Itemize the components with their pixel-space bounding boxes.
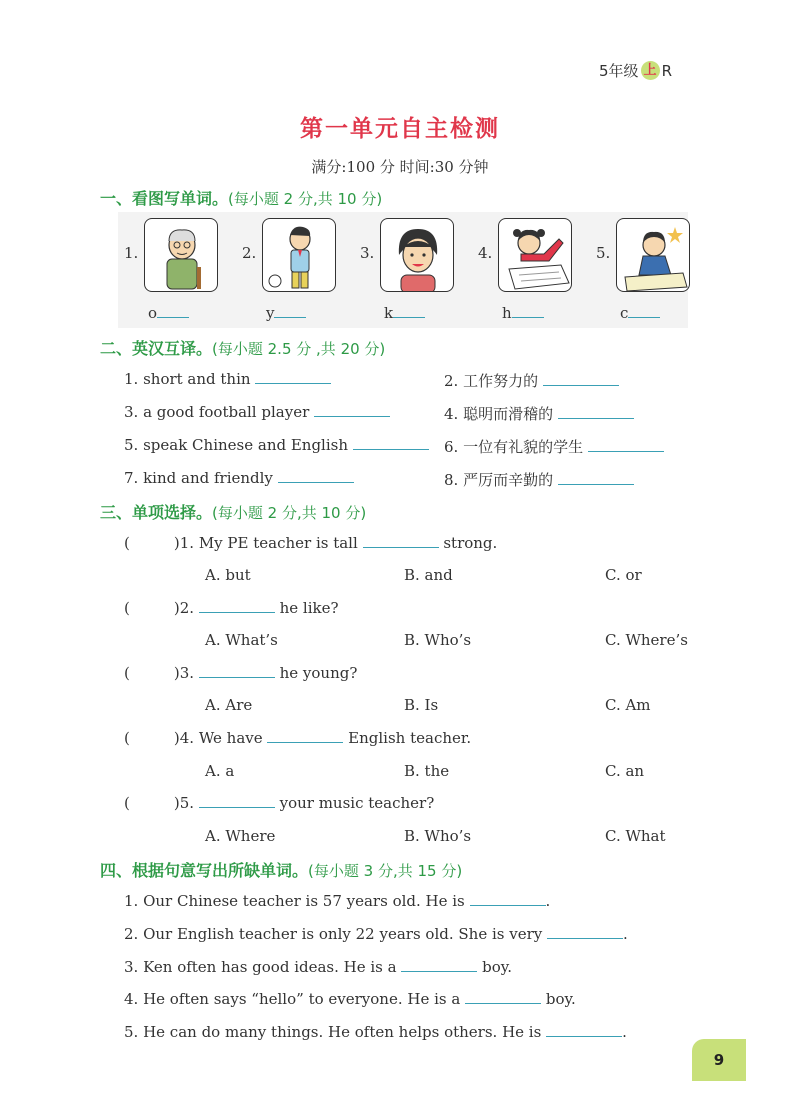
choice-question: ( )4. We have English teacher. [124, 729, 472, 747]
option[interactable]: A. Where [205, 827, 276, 845]
page-title: 第一单元自主检测 [300, 116, 500, 142]
section-1-title: 一、看图写单词。(每小题 2 分,共 10 分) [100, 189, 383, 208]
translation-item: 6. 一位有礼貌的学生 [444, 436, 664, 457]
fill-blank-item: 1. Our Chinese teacher is 57 years old. He is . [124, 892, 551, 910]
clever-boy-icon [616, 218, 690, 292]
choice-question: ( )5. your music teacher? [124, 794, 435, 812]
option[interactable]: C. What [605, 827, 666, 845]
hardworking-girl-icon [498, 218, 572, 292]
fill-blank-item: 5. He can do many things. He often helps others. He is . [124, 1023, 627, 1041]
translation-item: 7. kind and friendly [124, 469, 354, 487]
choice-question: ( )1. My PE teacher is tall strong. [124, 534, 498, 552]
grade-label [599, 60, 672, 81]
translation-item: 2. 工作努力的 [444, 370, 619, 391]
option[interactable]: A. Are [205, 696, 253, 714]
translation-item: 5. speak Chinese and English [124, 436, 429, 454]
fill-blank-item: 4. He often says “hello” to everyone. He is a boy. [124, 990, 576, 1008]
option[interactable]: C. an [605, 762, 645, 780]
section-4-title: 四、根据句意写出所缺单词。(每小题 3 分,共 15 分) [100, 861, 463, 880]
fill-blank-item: 2. Our English teacher is only 22 years old. She is very . [124, 925, 628, 943]
section-2-title: 二、英汉互译。(每小题 2.5 分 ,共 20 分) [100, 339, 386, 358]
option[interactable]: B. Is [404, 696, 439, 714]
kind-woman-icon [380, 218, 454, 292]
section-3-title: 三、单项选择。(每小题 2 分,共 10 分) [100, 503, 367, 522]
option[interactable]: C. Where’s [605, 631, 688, 649]
option[interactable]: A. but [205, 566, 251, 584]
choice-question: ( )3. he young? [124, 664, 358, 682]
grade-mark: 上 [641, 61, 660, 80]
option[interactable]: A. a [205, 762, 235, 780]
option[interactable]: B. Who’s [404, 827, 472, 845]
choice-question: ( )2. he like? [124, 599, 339, 617]
option[interactable]: C. Am [605, 696, 651, 714]
grade-prefix: 5年级 [599, 62, 639, 80]
page-number: 9 [692, 1039, 746, 1081]
translation-item: 8. 严厉而辛勤的 [444, 469, 634, 490]
translation-item: 3. a good football player [124, 403, 390, 421]
option[interactable]: A. What’s [205, 631, 278, 649]
option[interactable]: B. Who’s [404, 631, 472, 649]
fill-blank-item: 3. Ken often has good ideas. He is a boy. [124, 958, 513, 976]
grade-suffix: R [661, 61, 672, 80]
translation-item: 1. short and thin [124, 370, 331, 388]
old-man-icon [144, 218, 218, 292]
option[interactable]: C. or [605, 566, 642, 584]
translation-item: 4. 聪明而滑稽的 [444, 403, 634, 424]
score-time-info: 满分:100 分 时间:30 分钟 [311, 158, 489, 176]
option[interactable]: B. the [404, 762, 450, 780]
young-boy-icon [262, 218, 336, 292]
picture-row: 1. o 2. y 3. k 4. h 5. c [118, 212, 688, 328]
option[interactable]: B. and [404, 566, 453, 584]
